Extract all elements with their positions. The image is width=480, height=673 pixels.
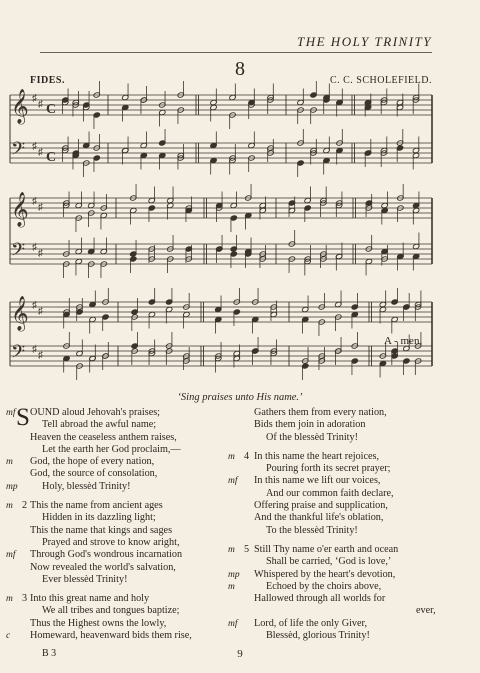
verse-text: Offering praise and supplication, xyxy=(254,500,388,512)
verse-text: Whispered by the heart's devotion, xyxy=(254,568,396,580)
verse-line xyxy=(0,549,220,561)
dynamic-marking: c xyxy=(6,631,11,642)
hymn-number: 8 xyxy=(235,58,245,80)
verse-line xyxy=(228,569,438,581)
verse-text: Still Thy name o'er earth and ocean xyxy=(254,543,399,555)
treble-clef-icon: 𝄞 xyxy=(11,89,29,124)
sharp-icon: ♯ xyxy=(38,202,43,213)
verse-line xyxy=(0,419,220,431)
verse-column-left xyxy=(0,404,220,649)
verse-line xyxy=(0,481,220,493)
dynamic-marking: m xyxy=(228,451,235,462)
verse-text: Hidden in its dazzling light; xyxy=(42,512,156,524)
verse-line xyxy=(0,618,220,630)
common-time-icon: C xyxy=(46,102,57,117)
dynamic-marking: m xyxy=(228,544,235,555)
verse-line xyxy=(0,537,220,549)
verse-line xyxy=(228,500,438,512)
verse-number: 3 xyxy=(22,593,28,605)
verse-stanza xyxy=(228,544,438,642)
bass-clef-icon: 𝄢 xyxy=(11,342,26,367)
running-head: THE HOLY TRINITY xyxy=(297,34,432,49)
verse-text: God, the hope of every nation, xyxy=(30,456,155,468)
verse-number: 4 xyxy=(244,450,250,462)
verse-text: Hallowed through all worlds for xyxy=(254,593,386,605)
verse-text: Gathers them from every nation, xyxy=(254,407,387,418)
sharp-icon: ♯ xyxy=(32,141,37,152)
verse-column-right xyxy=(228,407,438,649)
tune-name: FIDES. xyxy=(30,75,65,86)
sharp-icon: ♯ xyxy=(32,196,37,207)
verse-text: Thus the Highest owns the lowly, xyxy=(30,617,167,629)
sharp-icon: ♯ xyxy=(38,350,43,361)
verse-number: 2 xyxy=(22,500,28,512)
verse-stanza xyxy=(228,407,438,444)
dynamic-marking: mp xyxy=(228,569,240,580)
verse-text: OUND aloud Jehovah's praises; xyxy=(30,407,161,418)
verse-text: Homeward, heavenward bids them rise, xyxy=(30,630,192,642)
bass-clef-icon: 𝄢 xyxy=(11,240,26,265)
verse-text: Of the blessèd Trinity! xyxy=(266,431,358,443)
treble-clef-icon: 𝄞 xyxy=(11,296,29,331)
verse-line xyxy=(0,468,220,480)
verse-line xyxy=(228,618,438,630)
sharp-icon: ♯ xyxy=(32,242,37,253)
hymn-caption: ‘Sing praises unto His name.’ xyxy=(177,392,303,403)
verse-text: Shall be carried, ‘God is love,’ xyxy=(266,556,392,568)
verse-text: Into this great name and holy xyxy=(30,593,150,605)
dynamic-marking: mf xyxy=(6,408,16,418)
dynamic-marking: m xyxy=(6,501,13,512)
verse-stanza xyxy=(0,404,220,493)
verse-text: And the thankful life's oblation, xyxy=(254,512,384,524)
verse-text: Now revealed the world's salvation, xyxy=(30,561,176,573)
dynamic-marking: mp xyxy=(6,481,18,492)
verse-line xyxy=(0,432,220,444)
verse-line xyxy=(0,593,220,605)
verse-line xyxy=(0,630,220,642)
sharp-icon: ♯ xyxy=(32,300,37,311)
sharp-icon: ♯ xyxy=(38,99,43,110)
verse-line xyxy=(228,556,438,568)
verse-line xyxy=(228,593,438,605)
page-number: 9 xyxy=(237,648,243,660)
verse-text: Through God's wondrous incarnation xyxy=(30,549,183,561)
treble-clef-icon: 𝄞 xyxy=(11,192,29,227)
verse-text: Ever blessèd Trinity! xyxy=(42,573,128,585)
verse-text: Blessèd, glorious Trinity! xyxy=(266,630,370,642)
verse-text: Prayed and strove to know aright, xyxy=(42,536,180,548)
verse-line xyxy=(0,500,220,512)
sharp-icon: ♯ xyxy=(32,344,37,355)
sharp-icon: ♯ xyxy=(32,93,37,104)
verse-text: Pouring forth its secret prayer; xyxy=(266,463,391,475)
dynamic-marking: m xyxy=(6,594,13,605)
verse-line xyxy=(228,432,438,444)
verse-line xyxy=(0,525,220,537)
verse-text: Let the earth her God proclaim,— xyxy=(42,443,181,455)
verse-line xyxy=(0,456,220,468)
verse-text: In this name we lift our voices, xyxy=(254,475,381,487)
bass-clef-icon: 𝄢 xyxy=(11,139,26,164)
sharp-icon: ♯ xyxy=(38,306,43,317)
dynamic-marking: mf xyxy=(228,476,238,487)
verse-line xyxy=(228,512,438,524)
verse-text: ever, xyxy=(416,605,436,617)
verse-line xyxy=(228,407,438,419)
verse-text: And our common faith declare, xyxy=(266,487,394,499)
verse-line xyxy=(228,525,438,537)
sharp-icon: ♯ xyxy=(38,248,43,259)
verse-line xyxy=(228,463,438,475)
composer: C. C. SCHOLEFIELD. xyxy=(329,75,432,86)
verse-text: To the blessèd Trinity! xyxy=(266,524,358,536)
verse-text: We all tribes and tongues baptize; xyxy=(42,605,180,617)
verse-line xyxy=(0,512,220,524)
verse-line xyxy=(228,544,438,556)
dynamic-marking: m xyxy=(228,581,235,592)
verse-line xyxy=(228,419,438,431)
verse-stanza xyxy=(228,451,438,537)
verse-line xyxy=(228,605,438,617)
verse-line xyxy=(0,605,220,617)
dynamic-marking: m xyxy=(6,457,13,468)
verse-line xyxy=(228,475,438,487)
verse-line xyxy=(0,562,220,574)
verse-text: Bids them join in adoration xyxy=(254,419,366,431)
verse-line xyxy=(228,451,438,463)
verse-text: This the name from ancient ages xyxy=(30,500,163,512)
verse-line xyxy=(228,581,438,593)
amen-text: A - men. xyxy=(384,335,423,347)
verse-text: Lord, of life the only Giver, xyxy=(254,617,368,629)
dynamic-marking: mf xyxy=(228,618,238,629)
verse-text: Heaven the ceaseless anthem raises, xyxy=(30,431,177,443)
verse-text: In this name the heart rejoices, xyxy=(254,450,380,462)
verse-line xyxy=(0,444,220,456)
drop-cap: S xyxy=(16,404,30,431)
verse-text: Tell abroad the awful name; xyxy=(42,419,157,431)
verse-line xyxy=(228,630,438,642)
verse-line xyxy=(0,574,220,586)
verse-text: God, the source of consolation, xyxy=(30,468,158,480)
verse-text: This the name that kings and sages xyxy=(30,524,173,536)
verse-line xyxy=(228,488,438,500)
verse-text: Echoed by the choirs above, xyxy=(266,580,382,592)
signature-mark: B 3 xyxy=(42,648,57,659)
dynamic-marking: mf xyxy=(6,550,16,561)
verse-number: 5 xyxy=(244,543,250,555)
verse-stanza xyxy=(0,500,220,586)
verse-text: Holy, blessèd Trinity! xyxy=(42,480,131,492)
verse-stanza xyxy=(0,593,220,642)
sharp-icon: ♯ xyxy=(38,147,43,158)
common-time-icon: C xyxy=(46,150,57,165)
